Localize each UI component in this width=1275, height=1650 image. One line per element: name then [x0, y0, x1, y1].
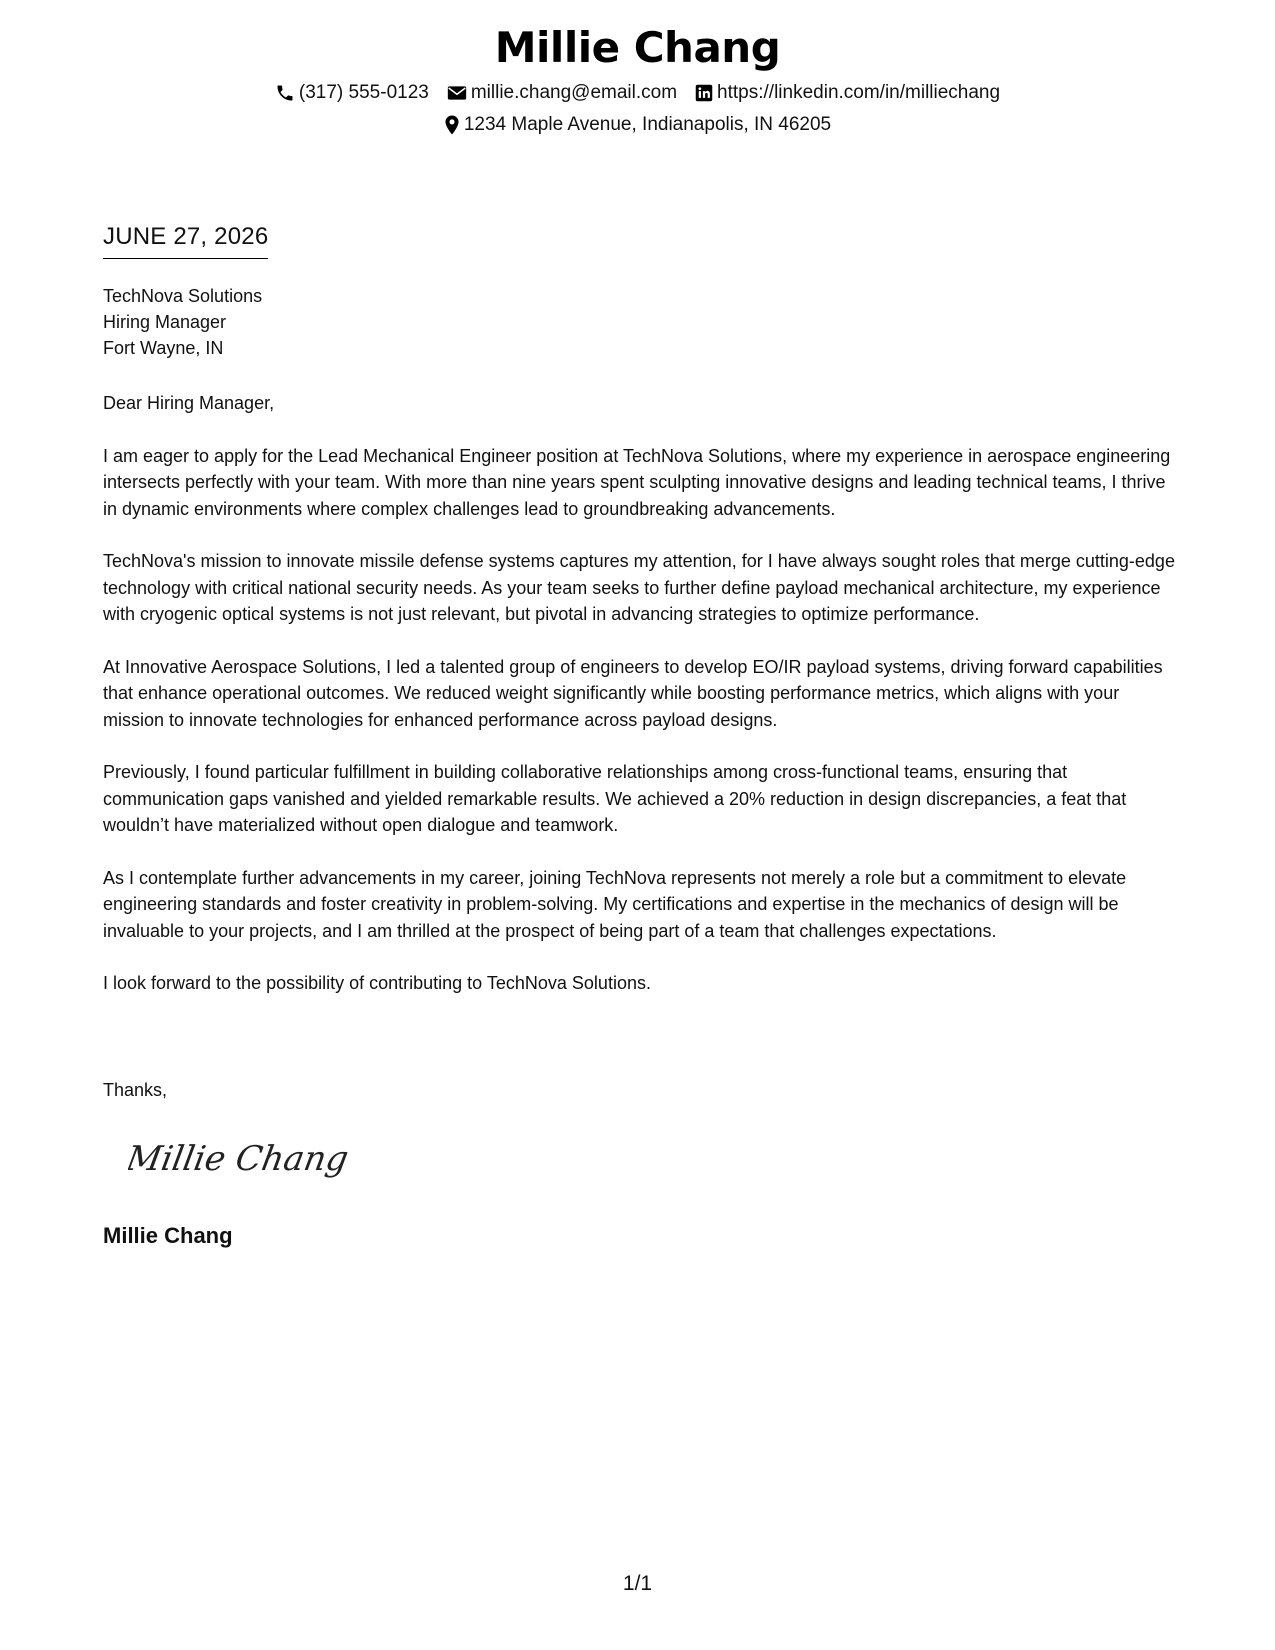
contact-linkedin — [695, 80, 1000, 106]
contact-address — [444, 112, 831, 138]
paragraph: As I contemplate further advancements in my career, joining TechNova represents not merely a role but a commitment to elevate engineering standards and foster creativity in problem-solving. My certifications and expertise in the mechanics of design will be invaluable to your projects, and I am thrilled at the prospect of being part of a team that challenges expectations. — [103, 867, 1127, 941]
paragraph: TechNova's mission to innovate missile defense systems captures my attention, for I have always sought roles that merge cutting-edge technology with critical national security needs. As your team seeks to further define payload mechanical architecture, my experience with cryogenic optical systems is not just relevant, but pivotal in advancing strategies to optimize performance. — [103, 551, 1175, 624]
address-text: 1234 Maple Avenue, Indianapolis, IN 46205 — [463, 114, 832, 135]
paragraph: At Innovative Aerospace Solutions, I led a talented group of engineers to develop EO/IR payload systems, driving forward capabilities that enhance operational outcomes. We reduced weight significantly while boosting performance metrics, which aligns with your mission to innovate technologies for enhanced performance across payload designs. — [103, 656, 1163, 730]
recipient-block — [103, 283, 262, 361]
envelope-icon — [447, 85, 467, 101]
closing: Thanks, — [103, 1080, 168, 1100]
phone-icon — [275, 83, 295, 103]
recipient-title: Hiring Manager — [103, 312, 227, 332]
letter-body — [103, 390, 1178, 1023]
recipient-location: Fort Wayne, IN — [103, 338, 224, 358]
address-row — [0, 112, 1275, 138]
contact-email — [447, 80, 677, 106]
letter-header — [0, 22, 1275, 138]
linkedin-icon — [695, 84, 713, 102]
map-marker-icon — [444, 115, 460, 135]
handwritten-signature — [128, 1130, 348, 1186]
applicant-name: Millie Chang — [494, 23, 781, 72]
paragraph: Previously, I found particular fulfillment in building collaborative relationships among cross-functional teams, ensuring that communication gaps vanished and yielded remarkable results. We achieved a 20% reduction in design discrepancies, a feat that wouldn’t have materialized without open dialogue and teamwork. — [103, 762, 1127, 835]
contact-phone — [275, 80, 429, 106]
paragraph: I look forward to the possibility of contributing to TechNova Solutions. — [103, 973, 651, 993]
signature-image — [128, 1130, 348, 1191]
letter-date: JUNE 27, 2026 — [103, 222, 268, 259]
contact-row — [0, 80, 1275, 106]
signer-name: Millie Chang — [103, 1223, 233, 1248]
recipient-company: TechNova Solutions — [103, 286, 263, 306]
email-link[interactable]: millie.chang@email.com — [470, 82, 678, 103]
paragraph: I am eager to apply for the Lead Mechanical Engineer position at TechNova Solutions, where my experience in aerospace engineering intersects perfectly with your team. With more than nine years spent sculpting innovative designs and leading technical teams, I thrive in dynamic environments where complex challenges lead to groundbreaking advancements. — [103, 445, 1171, 519]
linkedin-link[interactable]: https://linkedin.com/in/milliechang — [717, 82, 1001, 103]
phone-text: (317) 555-0123 — [298, 82, 429, 103]
salutation: Dear Hiring Manager, — [103, 393, 275, 413]
signature-text: Millie Chang — [128, 1139, 348, 1179]
page-number: 1/1 — [622, 1572, 653, 1595]
